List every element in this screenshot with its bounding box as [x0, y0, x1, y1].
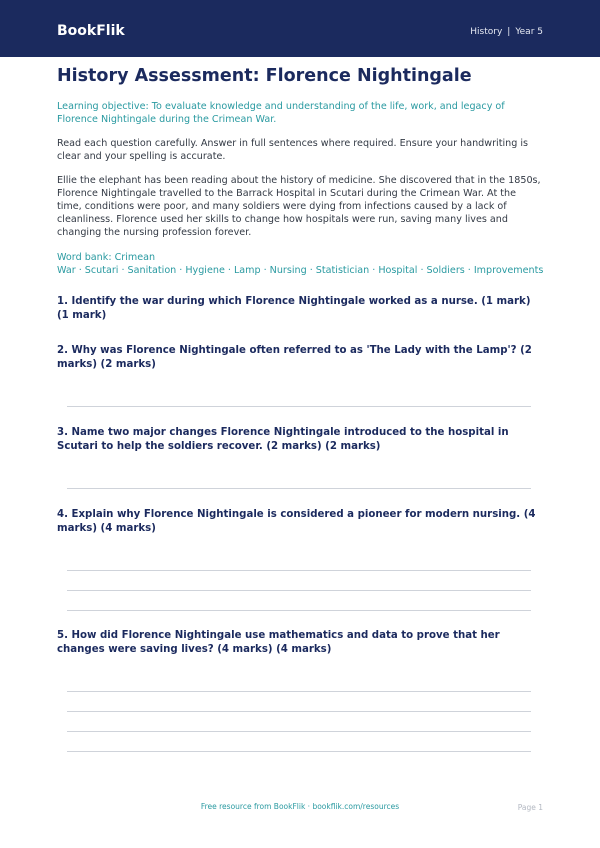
footer-link[interactable]: Free resource from BookFlik · bookflik.com/resources — [200, 802, 400, 811]
header-bar — [0, 0, 600, 57]
context-story: Ellie the elephant has been reading about the history of medicine. She discovered that in the 1850s, Florence Nightingale travelled to the Barrack Hospital in Scutari during the Crimean War. At the time, conditions were poor, and many soldiers were dying from infections caused by a lack of cleanliness. Florence used her skills to change how hospitals were run, saving many lives and changing the nursing profession forever. — [57, 175, 541, 238]
breadcrumb — [470, 27, 543, 37]
word-bank-item: Hygiene — [185, 265, 225, 276]
answer-line[interactable] — [67, 406, 531, 407]
answer-line[interactable] — [67, 570, 531, 571]
word-bank-label: Word bank: — [57, 252, 112, 263]
word-bank-item: Hospital — [378, 265, 418, 276]
question-2: 2. Why was Florence Nightingale often referred to as 'The Lady with the Lamp'? (2 marks) (2 marks) — [57, 345, 532, 370]
question-4: 4. Explain why Florence Nightingale is considered a pioneer for modern nursing. (4 marks) (4 marks) — [57, 509, 536, 534]
word-bank-item: Nursing — [269, 265, 307, 276]
page-number: Page 1 — [517, 803, 543, 812]
answer-line[interactable] — [67, 711, 531, 712]
question-3: 3. Name two major changes Florence Nightingale introduced to the hospital in Scutari to help the soldiers recover. (2 marks) (2 marks) — [57, 427, 509, 452]
answer-line[interactable] — [67, 691, 531, 692]
answer-line[interactable] — [67, 751, 531, 752]
answer-line[interactable] — [67, 488, 531, 489]
brand-logo[interactable]: BookFlik — [57, 23, 125, 39]
word-bank-item: Statistician — [315, 265, 370, 276]
page-title: History Assessment: Florence Nightingale — [57, 66, 472, 86]
word-bank-item: Sanitation — [127, 265, 177, 276]
word-bank: Word bank: Crimean War · Scutari · Sanitation · Hygiene · Lamp · Nursing · Statistician · Hospital · Soldiers · Improvements — [57, 252, 544, 276]
breadcrumb-separator: | — [507, 27, 511, 37]
year-label: Year 5 — [515, 27, 543, 37]
word-bank-item: Lamp — [233, 265, 261, 276]
learning-objective: Learning objective: To evaluate knowledge and understanding of the life, work, and legacy of Florence Nightingale during the Crimean War. — [57, 101, 505, 125]
word-bank-item: Crimean War — [57, 252, 156, 276]
answer-line[interactable] — [67, 610, 531, 611]
answer-line[interactable] — [67, 590, 531, 591]
question-1: 1. Identify the war during which Florence Nightingale worked as a nurse. (1 mark) (1 mark) — [57, 296, 531, 321]
subject-label: History — [470, 27, 503, 37]
instructions: Read each question carefully. Answer in full sentences where required. Ensure your handwriting is clear and your spelling is accurate. — [57, 138, 529, 162]
word-bank-item: Improvements — [473, 265, 544, 276]
question-5: 5. How did Florence Nightingale use mathematics and data to prove that her changes were saving lives? (4 marks) (4 marks) — [57, 630, 500, 655]
word-bank-item: Soldiers — [426, 265, 465, 276]
word-bank-item: Scutari — [84, 265, 119, 276]
answer-line[interactable] — [67, 731, 531, 732]
